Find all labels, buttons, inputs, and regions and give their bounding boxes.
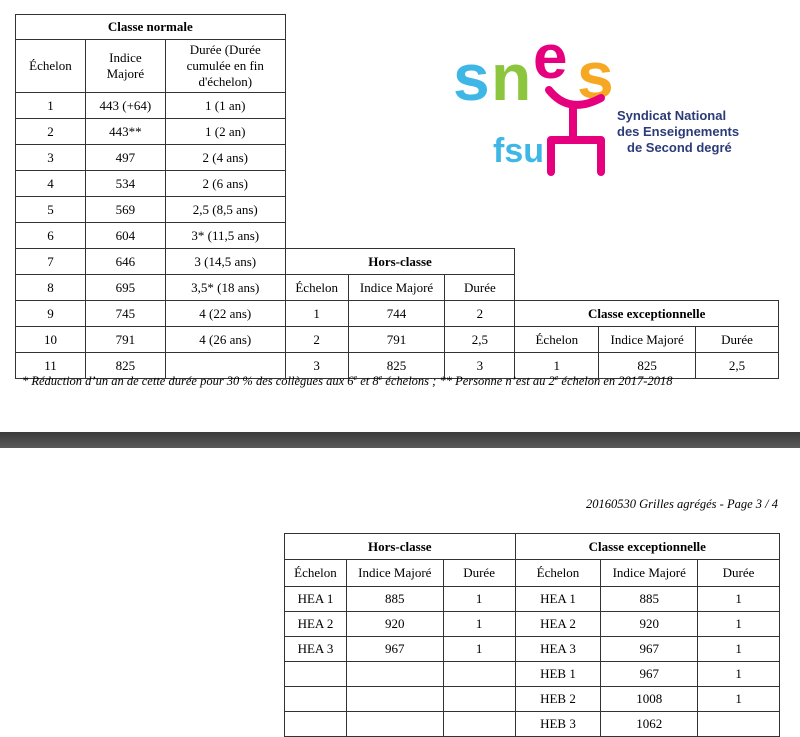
table-cell bbox=[443, 687, 515, 712]
ce-header-echelon: Échelon bbox=[515, 327, 599, 353]
hc-header-indice: Indice Majoré bbox=[348, 275, 445, 301]
table-cell: 825 bbox=[348, 353, 445, 379]
logo-line-2: des Enseignements bbox=[617, 124, 740, 139]
table-cell bbox=[443, 662, 515, 687]
page-separator bbox=[0, 432, 800, 448]
table-cell: 5 bbox=[16, 197, 86, 223]
table-cell: 695 bbox=[85, 275, 165, 301]
table-cell: 1 bbox=[698, 662, 780, 687]
table-cell: 744 bbox=[348, 301, 445, 327]
table-cell: 2 bbox=[445, 301, 515, 327]
table-cell: 8 bbox=[16, 275, 86, 301]
table-cell: 646 bbox=[85, 249, 165, 275]
table-cell: 3 bbox=[285, 353, 348, 379]
snes-fsu-logo bbox=[451, 40, 786, 182]
logo-line-3: de Second degré bbox=[627, 140, 732, 155]
table-cell: 4 (22 ans) bbox=[165, 301, 285, 327]
table-cell bbox=[698, 712, 780, 737]
table-cell: 885 bbox=[601, 587, 698, 612]
hc2-header-echelon: Échelon bbox=[285, 560, 347, 587]
ce-header-duree: Durée bbox=[696, 327, 779, 353]
table-cell: 4 (26 ans) bbox=[165, 327, 285, 353]
table-cell: 569 bbox=[85, 197, 165, 223]
table-cell: 497 bbox=[85, 145, 165, 171]
page-info: 20160530 Grilles agrégés - Page 3 / 4 bbox=[586, 497, 778, 511]
ce-header-indice: Indice Majoré bbox=[599, 327, 696, 353]
table-cell: 2 (6 ans) bbox=[165, 171, 285, 197]
table-cell: HEA 3 bbox=[515, 637, 601, 662]
classe-normale-title: Classe normale bbox=[16, 15, 286, 40]
table-cell: 1 bbox=[698, 637, 780, 662]
table-cell: 825 bbox=[85, 353, 165, 379]
table-cell: 604 bbox=[85, 223, 165, 249]
logo-line-1: Syndicat National bbox=[617, 108, 727, 123]
cn-header-echelon: Échelon bbox=[16, 40, 86, 93]
table-cell: 443 (+64) bbox=[85, 93, 165, 119]
table-cell: 1 bbox=[698, 612, 780, 637]
ce2-header-duree: Durée bbox=[698, 560, 780, 587]
table-cell: 1 (1 an) bbox=[165, 93, 285, 119]
hc2-header-duree: Durée bbox=[443, 560, 515, 587]
table-cell bbox=[346, 687, 443, 712]
table-cell: 1062 bbox=[601, 712, 698, 737]
classe-exceptionnelle-title: Classe exceptionnelle bbox=[515, 301, 779, 327]
footnote: * Réduction d’un an de cette durée pour 30 % des collègues aux 6e et 8e échelons ; ** Personne n’est au 2e échelon en 2017-2018 bbox=[22, 373, 673, 389]
table-cell: 1 bbox=[515, 353, 599, 379]
logo-fsu: fsu bbox=[493, 132, 544, 170]
table-cell bbox=[443, 712, 515, 737]
table-cell: HEA 1 bbox=[285, 587, 347, 612]
table-cell: 1 bbox=[443, 587, 515, 612]
table-cell: 2 bbox=[16, 119, 86, 145]
table-cell bbox=[285, 712, 347, 737]
table-cell: 1 (2 an) bbox=[165, 119, 285, 145]
table-cell: 3 bbox=[445, 353, 515, 379]
table-cell: 745 bbox=[85, 301, 165, 327]
classe-exceptionnelle-2-title: Classe exceptionnelle bbox=[515, 534, 779, 560]
cn-header-indice: Indice Majoré bbox=[85, 40, 165, 93]
table-cell: 11 bbox=[16, 353, 86, 379]
table-cell: HEA 3 bbox=[285, 637, 347, 662]
logo-figure-body bbox=[551, 106, 601, 172]
table-cell: 1 bbox=[16, 93, 86, 119]
logo-letter-e: e bbox=[533, 40, 568, 92]
table-cell: 967 bbox=[601, 662, 698, 687]
table-cell: 1 bbox=[443, 612, 515, 637]
logo-letter-s2: s bbox=[577, 40, 614, 112]
table-cell: 1 bbox=[443, 637, 515, 662]
table-cell: 3 bbox=[16, 145, 86, 171]
hors-classe-2-title: Hors-classe bbox=[285, 534, 516, 560]
table-cell: 1 bbox=[698, 587, 780, 612]
hors-classe-title: Hors-classe bbox=[285, 249, 515, 275]
table-cell: 2 (4 ans) bbox=[165, 145, 285, 171]
table-cell: HEA 2 bbox=[515, 612, 601, 637]
table-cell: HEB 1 bbox=[515, 662, 601, 687]
table-cell: 791 bbox=[348, 327, 445, 353]
table-cell: 3,5* (18 ans) bbox=[165, 275, 285, 301]
table-cell: 1 bbox=[698, 687, 780, 712]
table-cell: 10 bbox=[16, 327, 86, 353]
table-cell: 534 bbox=[85, 171, 165, 197]
table-cell: 6 bbox=[16, 223, 86, 249]
table-cell bbox=[285, 687, 347, 712]
table-cell: 920 bbox=[346, 612, 443, 637]
table-cell: HEA 2 bbox=[285, 612, 347, 637]
table-cell: HEA 1 bbox=[515, 587, 601, 612]
table-cell: 791 bbox=[85, 327, 165, 353]
table-cell bbox=[285, 662, 347, 687]
ce2-header-echelon: Échelon bbox=[515, 560, 601, 587]
logo-letter-n: n bbox=[491, 40, 532, 114]
table-cell: 2,5 (8,5 ans) bbox=[165, 197, 285, 223]
table-cell: 967 bbox=[346, 637, 443, 662]
table-cell: 967 bbox=[601, 637, 698, 662]
table-cell: HEB 2 bbox=[515, 687, 601, 712]
table-cell: 1 bbox=[285, 301, 348, 327]
table-cell: 3* (11,5 ans) bbox=[165, 223, 285, 249]
table-cell: 9 bbox=[16, 301, 86, 327]
grid-bottom bbox=[284, 533, 780, 737]
table-cell: 825 bbox=[599, 353, 696, 379]
hc2-header-indice: Indice Majoré bbox=[346, 560, 443, 587]
logo-text bbox=[617, 108, 739, 156]
table-cell: 885 bbox=[346, 587, 443, 612]
table-cell: 3 (14,5 ans) bbox=[165, 249, 285, 275]
table-cell bbox=[346, 712, 443, 737]
table-cell: 920 bbox=[601, 612, 698, 637]
cn-header-duree: Durée (Durée cumulée en fin d'échelon) bbox=[165, 40, 285, 93]
table-cell: 1008 bbox=[601, 687, 698, 712]
hc-header-echelon: Échelon bbox=[285, 275, 348, 301]
table-cell: 7 bbox=[16, 249, 86, 275]
table-cell: 4 bbox=[16, 171, 86, 197]
table-cell: HEB 3 bbox=[515, 712, 601, 737]
table-cell bbox=[346, 662, 443, 687]
logo-letter-s1: s bbox=[453, 40, 490, 114]
ce2-header-indice: Indice Majoré bbox=[601, 560, 698, 587]
table-cell: 2 bbox=[285, 327, 348, 353]
hc-header-duree: Durée bbox=[445, 275, 515, 301]
table-cell: 443** bbox=[85, 119, 165, 145]
table-cell: 2,5 bbox=[445, 327, 515, 353]
table-cell: 2,5 bbox=[696, 353, 779, 379]
